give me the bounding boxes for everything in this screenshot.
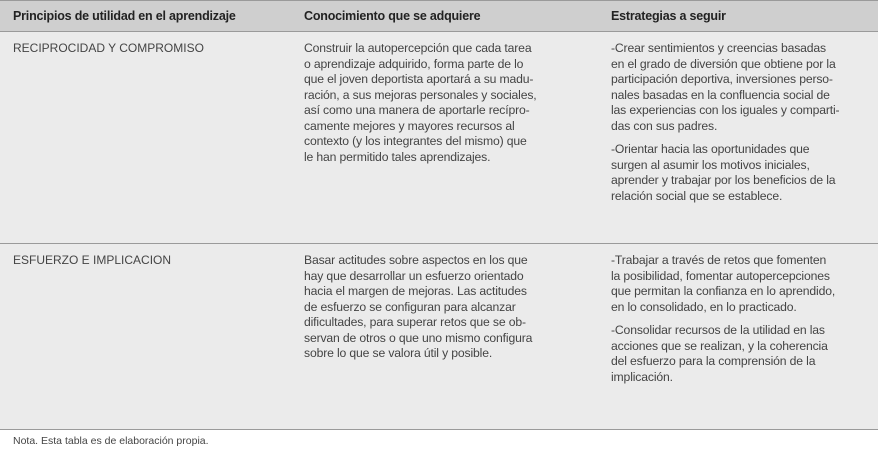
principle-cell: RECIPROCIDAD Y COMPROMISO [13, 41, 204, 55]
table-row [0, 32, 878, 243]
knowledge-cell: Basar actitudes sobre aspectos en los que hay que desarrollar un esfuerzo orientado hacia el margen de mejoras. Las actitudes de esfuerzo se configuran para alcanzar dificultades, para superar retos que se ob- servan de otros o que uno mismo configura sobre lo que se valora útil y posible. [304, 253, 533, 360]
table-row [0, 244, 878, 429]
knowledge-cell: Construir la autopercepción que cada tarea o aprendizaje adquirido, forma parte de lo que el joven deportista aportará a su madu- ración, a sus mejoras personales y sociales, así como una manera de aportarle recípro- camente mejores y mayores recursos al contexto (y los integrantes del mismo) que le han permitido tales aprendizajes. [304, 41, 537, 164]
header-knowledge: Conocimiento que se adquiere [304, 9, 481, 23]
strategy-item: -Trabajar a través de retos que fomenten la posibilidad, fomentar autopercepciones que permitan la confianza en lo aprendido, en lo consolidado, en lo practicado. [611, 253, 836, 314]
table-note: Nota. Esta tabla es de elaboración propia. [13, 435, 209, 447]
strategy-item: -Consolidar recursos de la utilidad en las acciones que se realizan, y la coherencia del esfuerzo para la comprensión de la implicación. [611, 323, 828, 384]
table-header [0, 0, 878, 32]
principle-cell: ESFUERZO E IMPLICACION [13, 253, 172, 267]
strategy-item: -Crear sentimientos y creencias basadas en el grado de diversión que obtiene por la participación deportiva, inversiones perso- nales basadas en la confluencia social de las experiencias con los iguales y comparti- das con sus padres. [611, 41, 840, 133]
header-strategies: Estrategias a seguir [611, 9, 726, 23]
header-principles: Principios de utilidad en el aprendizaje [13, 9, 236, 23]
strategies-cell [611, 41, 873, 212]
table-bottom-border [0, 429, 878, 430]
strategies-cell [611, 253, 873, 393]
strategy-item: -Orientar hacia las oportunidades que surgen al asumir los motivos iniciales, aprender y trabajar por los beneficios de la relación social que se establece. [611, 142, 836, 203]
